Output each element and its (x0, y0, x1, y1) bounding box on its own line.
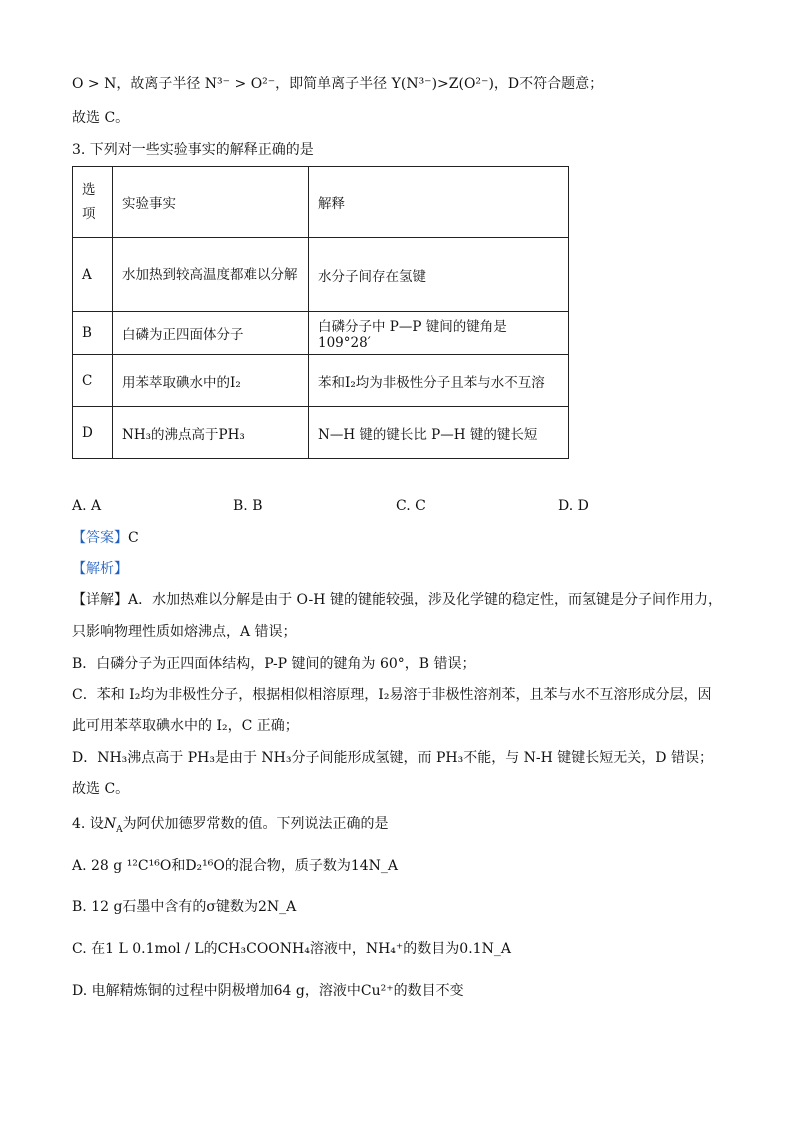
row-explain: N—H 键的键长比 P—H 键的键长短 (309, 407, 569, 459)
question-4-stem (72, 814, 389, 834)
header-fact: 实验事实 (113, 167, 309, 238)
answer-line (72, 528, 139, 548)
q4-option-c: C. 在1 L 0.1mol / L的CH₃COONH₄溶液中，NH₄⁺的数目为0.1N_A (72, 941, 511, 957)
choice-b: B. B (233, 498, 263, 514)
row-explain: 水分子间存在氢键 (309, 238, 569, 312)
na-symbol: N (103, 816, 117, 832)
q4-stem-prefix: 4. 设 (72, 816, 104, 832)
q4-option-a: A. 28 g ¹²C¹⁶O和D₂¹⁶O的混合物，质子数为14N_A (72, 858, 399, 874)
q4-stem-suffix: 为阿伏加德罗常数的值。下列说法正确的是 (122, 816, 389, 832)
table-row (73, 355, 569, 407)
table-row (73, 407, 569, 459)
table-row (73, 312, 569, 355)
choice-d: D. D (558, 498, 589, 514)
choice-a: A. A (72, 498, 102, 514)
answer-value: C (128, 530, 139, 546)
row-fact: NH₃的沸点高于PH₃ (113, 407, 309, 459)
table-header-row (73, 167, 569, 238)
detail-text-1: A．水加热难以分解是由于 O-H 键的键能较强，涉及化学键的稳定性，而氢键是分子间作用力， (128, 592, 722, 608)
row-fact: 水加热到较高温度都难以分解 (113, 238, 309, 312)
row-explain: 白磷分子中 P—P 键间的键角是 109°28′ (309, 312, 569, 355)
q4-option-b: B. 12 g石墨中含有的σ键数为2N_A (72, 899, 297, 915)
header-explain: 解释 (309, 167, 569, 238)
question-3-stem: 3. 下列对一些实验事实的解释正确的是 (72, 142, 314, 158)
header-option: 选项 (73, 167, 113, 238)
row-fact: 用苯萃取碘水中的I₂ (113, 355, 309, 407)
analysis-tag-line (72, 559, 128, 579)
detail-line-5: 此可用苯萃取碘水中的 I₂，C 正确； (72, 718, 299, 734)
prev-solution-line-2: 故选 C。 (72, 110, 130, 126)
row-option: C (73, 355, 113, 407)
answer-tag: 【答案】 (72, 530, 128, 546)
detail-line-4: C．苯和 I₂均为非极性分子，根据相似相溶原理，I₂易溶于非极性溶剂苯，且苯与水不互溶形成分层，因 (72, 687, 712, 703)
detail-line-1 (72, 590, 722, 610)
row-fact: 白磷为正四面体分子 (113, 312, 309, 355)
table-row (73, 238, 569, 312)
row-option: B (73, 312, 113, 355)
row-explain: 苯和I₂均为非极性分子且苯与水不互溶 (309, 355, 569, 407)
row-option: D (73, 407, 113, 459)
prev-solution-line-1: O > N，故离子半径 N³⁻ > O²⁻，即简单离子半径 Y(N³⁻)>Z(O²⁻)，D不符合题意； (72, 76, 604, 92)
detail-tag: 【详解】 (72, 592, 128, 608)
detail-line-7: 故选 C。 (72, 781, 130, 797)
row-option: A (73, 238, 113, 312)
detail-line-6: D．NH₃沸点高于 PH₃是由于 NH₃分子间能形成氢键，而 PH₃不能，与 N-H 键键长短无关，D 错误； (72, 750, 713, 766)
detail-line-2: 只影响物理性质如熔沸点，A 错误； (72, 624, 297, 640)
choice-c: C. C (396, 498, 426, 514)
na-subscript: A (116, 824, 123, 835)
analysis-tag: 【解析】 (72, 561, 128, 577)
q4-option-d: D. 电解精炼铜的过程中阴极增加64 g，溶液中Cu²⁺的数目不变 (72, 983, 464, 999)
question-3-table (72, 166, 569, 459)
detail-line-3: B．白磷分子为正四面体结构，P-P 键间的键角为 60°，B 错误； (72, 656, 476, 672)
